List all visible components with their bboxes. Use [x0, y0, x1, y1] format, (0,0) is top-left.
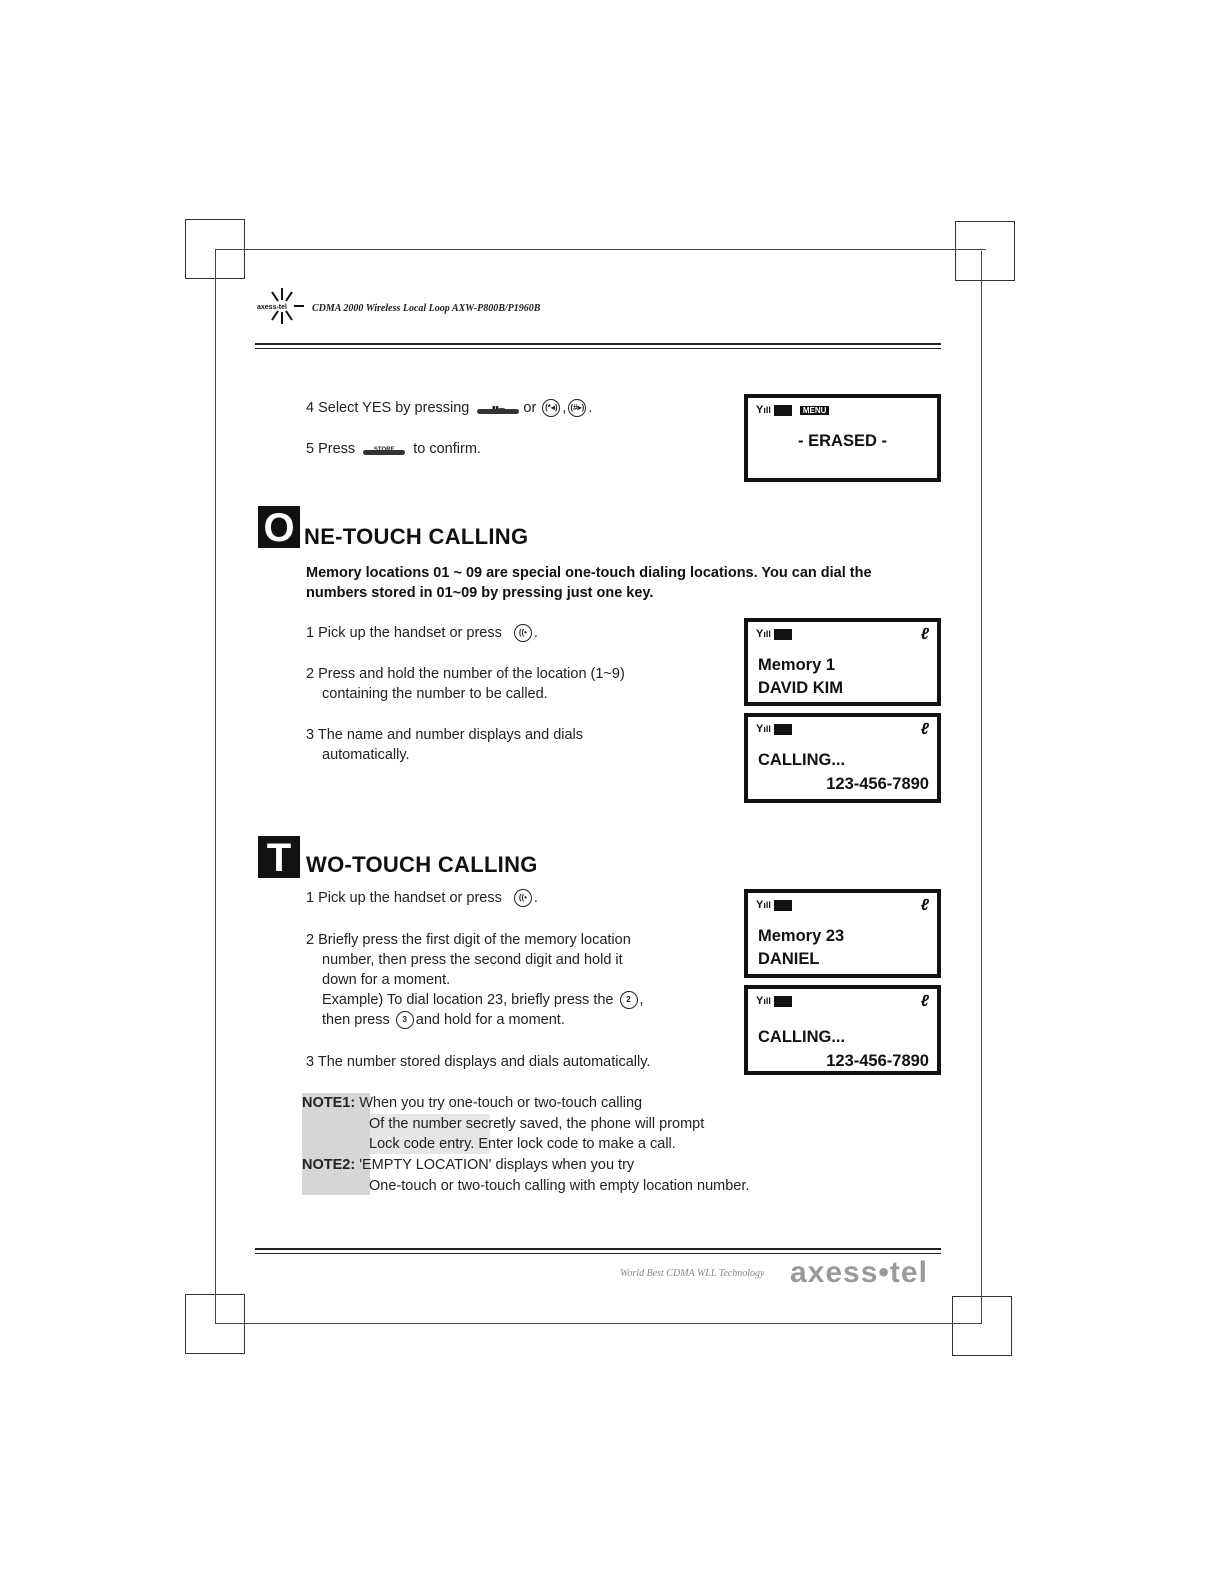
footer-rule-thick: [255, 1248, 941, 1250]
header-rule-thin: [255, 348, 941, 349]
lcd-memory-23-screen: [744, 889, 941, 978]
store-key-icon: [361, 442, 407, 456]
step-text: or: [523, 400, 537, 416]
lcd-line-1: Memory 23: [758, 927, 845, 945]
step-text: 1 Pick up the handset or press: [306, 625, 502, 641]
handset-icon: ℓ: [920, 897, 929, 914]
step-text: to confirm.: [413, 441, 481, 457]
step-text: 5 Press: [306, 441, 356, 457]
hash-key-icon: (#▸): [568, 399, 586, 417]
lcd-line-2: 123-456-7890: [826, 1052, 929, 1070]
axesstel-logo: [256, 286, 306, 326]
note-2-label: NOTE2:: [302, 1157, 356, 1173]
signal-battery-icon: Yıll: [756, 628, 792, 640]
step-text: 2 Briefly press the first digit of the memory location: [306, 932, 631, 948]
signal-battery-icon: Yıll: [756, 995, 792, 1007]
lcd-line-1: CALLING...: [758, 751, 846, 769]
header-title: CDMA 2000 Wireless Local Loop AXW-P800B/P1960B: [312, 303, 541, 314]
key-2-icon: 2: [620, 991, 638, 1009]
one-touch-step-3: [306, 725, 583, 765]
speaker-key-icon: ((•: [514, 889, 532, 907]
note-1: [302, 1093, 704, 1155]
note-text: Lock code entry. Enter lock code to make a call.: [369, 1136, 676, 1152]
lcd-line-1: Memory 1: [758, 656, 836, 674]
step-text: down for a moment.: [322, 972, 451, 988]
crop-mark-top-right: [955, 221, 1015, 281]
handset-icon: ℓ: [920, 993, 929, 1010]
step-text: 3 The name and number displays and dials: [306, 727, 584, 743]
two-touch-step-1: 1 Pick up the handset or press ((• .: [306, 890, 538, 906]
two-touch-step-2: 2 Briefly press the first digit of the memory location number, then press the second digit and hold it down for a moment. Example) To dial location 23, briefly press the 2 , then press 3 and hold for a moment.: [306, 932, 644, 1028]
lcd-line-2: DANIEL: [758, 950, 820, 968]
signal-battery-icon: Yıll: [756, 899, 792, 911]
step-text: Example) To dial location 23, briefly press the: [322, 992, 614, 1008]
two-touch-initial: T: [258, 836, 300, 878]
lcd-erased-text: - ERASED -: [798, 432, 887, 450]
handset-icon: ℓ: [920, 721, 929, 738]
footer-rule-thin: [255, 1253, 941, 1254]
lcd-line-1: CALLING...: [758, 1028, 846, 1046]
lcd-memory-1-screen: [744, 618, 941, 706]
note-text: Of the number secretly saved, the phone will prompt: [369, 1115, 705, 1132]
two-touch-title: WO-TOUCH CALLING: [306, 852, 538, 877]
step-text: then press: [322, 1012, 390, 1028]
one-touch-intro: Memory locations 01 ~ 09 are special one-touch dialing locations. You can dial the numbers stored in 01~09 by pressing just one key.: [306, 565, 872, 601]
signal-battery-icon: Yıll: [756, 723, 792, 735]
lcd-calling-screen: [744, 713, 941, 803]
step-text: .: [588, 400, 593, 416]
step-text: and hold for a moment.: [415, 1012, 565, 1028]
step-text: containing the number to be called.: [322, 686, 548, 702]
footer-brand-logo: axess•tel: [790, 1256, 928, 1289]
note-text: One-touch or two-touch calling with empty location number.: [369, 1177, 750, 1194]
navigation-key-icon: [475, 401, 521, 415]
step-text: number, then press the second digit and hold it: [322, 952, 623, 968]
step-text: 4 Select YES by pressing: [306, 400, 470, 416]
one-touch-initial: O: [258, 506, 300, 548]
one-touch-title: NE-TOUCH CALLING: [304, 524, 529, 549]
lcd-line-2: 123-456-7890: [826, 775, 929, 793]
one-touch-step-1: 1 Pick up the handset or press ((• .: [306, 625, 538, 641]
note-1-label: NOTE1:: [302, 1095, 356, 1111]
page-frame-top: [215, 249, 986, 250]
signal-battery-icon: Yıll MENU: [756, 404, 829, 416]
key-3-icon: 3: [396, 1011, 414, 1029]
speaker-key-icon: ((•: [514, 624, 532, 642]
svg-text:axess-tel: axess-tel: [257, 304, 287, 311]
lcd-calling-screen: [744, 985, 941, 1075]
two-touch-step-3: 3 The number stored displays and dials automatically.: [306, 1054, 651, 1070]
note-text: 'EMPTY LOCATION' displays when you try: [359, 1157, 635, 1173]
step-text: 2 Press and hold the number of the location (1~9): [306, 666, 625, 682]
page-frame-bottom: [215, 1323, 982, 1324]
page-frame-left: [215, 249, 216, 1324]
step-text: 1 Pick up the handset or press: [306, 890, 502, 906]
header-rule-thick: [255, 343, 941, 345]
one-touch-step-2: [306, 664, 625, 704]
page-frame-right: [981, 251, 982, 1324]
note-2: [302, 1155, 749, 1196]
crop-mark-bottom-right: [952, 1296, 1012, 1356]
lcd-erased-screen: [744, 394, 941, 482]
step-text: automatically.: [322, 747, 410, 763]
lcd-line-2: DAVID KIM: [758, 679, 843, 697]
note-text: When you try one-touch or two-touch calling: [359, 1095, 643, 1111]
star-key-icon: (*◂): [542, 399, 560, 417]
footer-slogan: World Best CDMA WLL Technology: [620, 1268, 765, 1279]
handset-icon: ℓ: [920, 626, 929, 643]
erase-step-5: [306, 439, 481, 459]
erase-step-4: 4 Select YES by pressing or (*◂) , (#▸) .: [306, 400, 593, 416]
